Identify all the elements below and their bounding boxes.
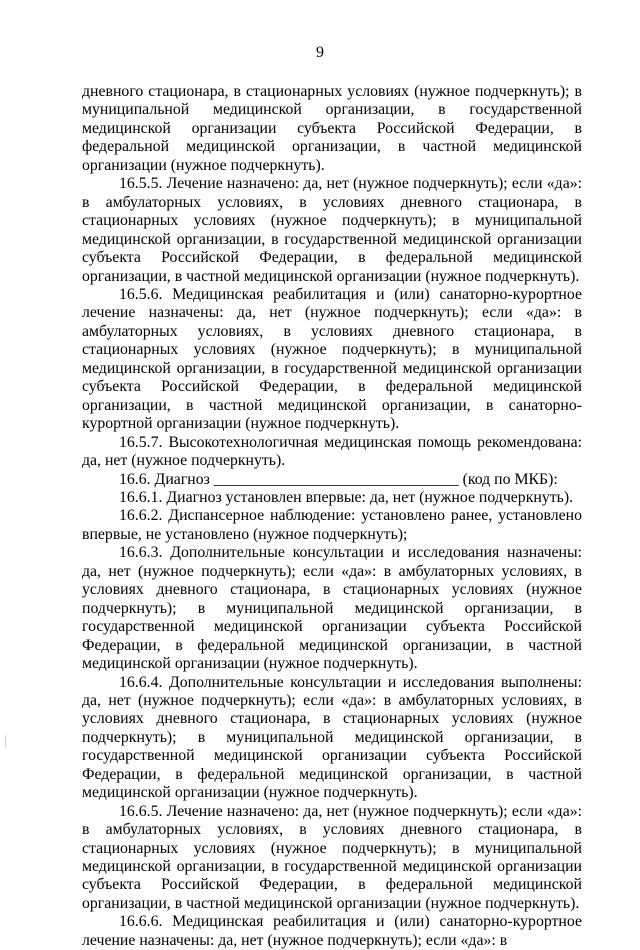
paragraph-16-5-7: 16.5.7. Высокотехнологичная медицинская помощь рекомендована: да, нет (нужное подчеркнуть). bbox=[82, 433, 582, 470]
page-number: 9 bbox=[316, 44, 324, 61]
paragraph-16-6-6: 16.6.6. Медицинская реабилитация и (или) санаторно-курортное лечение назначены: да, нет (нужное подчеркнуть); если «да»: в bbox=[82, 913, 582, 949]
paragraph-16-5-5: 16.5.5. Лечение назначено: да, нет (нужное подчеркнуть); если «да»: в амбулаторных условиях, в условиях дневного стационара, в стационарных условиях (нужное подчеркнуть); в муниципальной медицинской организации, в государственной медицинской организации субъекта Российской Федерации, в федеральной медицинской организации, в частной медицинской организации (нужное подчеркнуть). bbox=[82, 175, 582, 285]
paragraph-16-6-3: 16.6.3. Дополнительные консультации и исследования назначены: да, нет (нужное подчеркнуть); если «да»: в амбулаторных условиях, в условиях дневного стационара, в стационарных условиях (нужное подчеркнуть); в муниципальной медицинской организации, в государственной медицинской организации субъекта Российской Федерации, в федеральной медицинской организации, в частной медицинской организации (нужное подчеркнуть). bbox=[82, 544, 582, 673]
paragraph-16-6-5: 16.6.5. Лечение назначено: да, нет (нужное подчеркнуть); если «да»: в амбулаторных условиях, в условиях дневного стационара, в стационарных условиях (нужное подчеркнуть); в муниципальной медицинской организации, в государственной медицинской организации субъекта Российской Федерации, в федеральной медицинской организации, в частной медицинской организации (нужное подчеркнуть). bbox=[82, 802, 582, 912]
paragraph-continuation: дневного стационара, в стационарных условиях (нужное подчеркнуть); в муниципальной медицинской организации, в государственной медицинской организации субъекта Российской Федерации, в федеральной медицинской организации, в частной медицинской организации (нужное подчеркнуть). bbox=[82, 83, 582, 174]
paragraph-16-6-4: 16.6.4. Дополнительные консультации и исследования выполнены: да, нет (нужное подчеркнуть); если «да»: в амбулаторных условиях, в условиях дневного стационара, в стационарных условиях (нужное подчеркнуть); в муниципальной медицинской организации, в государственной медицинской организации субъекта Российской Федерации, в федеральной медицинской организации, в частной медицинской организации (нужное подчеркнуть). bbox=[82, 673, 582, 802]
paragraph-16-6-1: 16.6.1. Диагноз установлен впервые: да, нет (нужное подчеркнуть). bbox=[119, 488, 574, 506]
paragraph-16-6-2: 16.6.2. Диспансерное наблюдение: установлено ранее, установлено впервые, не установлено (нужное подчеркнуть); bbox=[82, 507, 582, 543]
document-body bbox=[82, 83, 582, 950]
paragraph-16-6: 16.6. Диагноз _______________________________ (код по МКБ): bbox=[119, 470, 558, 488]
paragraph-16-5-6: 16.5.6. Медицинская реабилитация и (или) санаторно-курортное лечение назначены: да, нет (нужное подчеркнуть); если «да»: в амбулаторных условиях, в условиях дневного стационара, в стационарных условиях (нужное подчеркнуть); в муниципальной медицинской организации, в государственной медицинской организации субъекта Российской Федерации, в федеральной медицинской организации, в частной медицинской организации, в санаторно-курортной организации (нужное подчеркнуть). bbox=[82, 285, 582, 433]
margin-mark bbox=[5, 735, 6, 747]
